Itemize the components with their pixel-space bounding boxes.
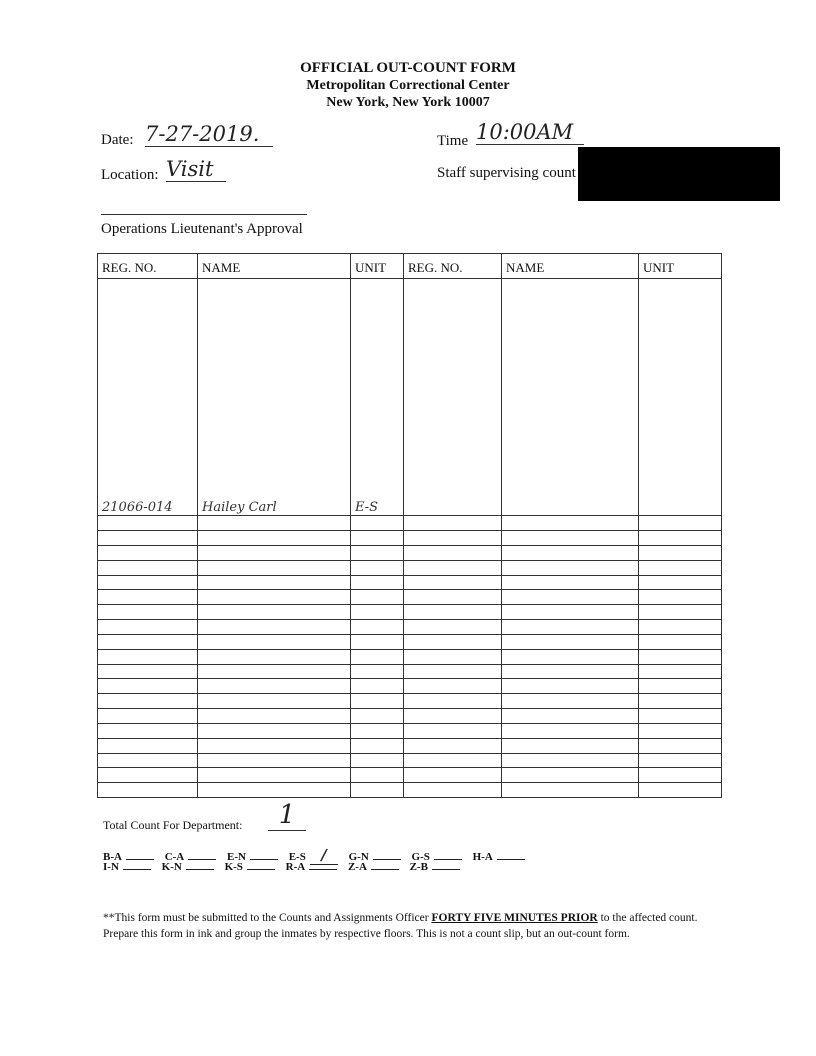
approval-label: Operations Lieutenant's Approval <box>101 221 303 237</box>
unit-cell: E-S <box>351 279 404 516</box>
unit-blank <box>186 869 214 870</box>
unit-blank <box>250 859 278 860</box>
unit-label: R-A <box>285 861 306 873</box>
unit-blank <box>497 859 525 860</box>
table-row <box>98 679 722 694</box>
unit-blank <box>371 869 399 870</box>
unit-cell-2 <box>639 279 722 516</box>
time-value: 10:00AM <box>476 120 584 145</box>
reg-no-cell: 21066-014 <box>98 279 198 516</box>
table-row <box>98 723 722 738</box>
unit-label: E-N <box>227 851 246 863</box>
location-value: Visit <box>166 157 226 182</box>
redaction-box <box>578 147 780 201</box>
col-header-reg-no-2: REG. NO. <box>404 254 502 279</box>
date-value: 7-27-2019. <box>145 122 273 147</box>
unit-blank <box>432 869 460 870</box>
table-header-row <box>98 254 722 279</box>
unit-label: I-N <box>103 861 119 873</box>
table-row <box>98 516 722 531</box>
unit-tally-row-2 <box>103 861 468 873</box>
facility-name: Metropolitan Correctional Center <box>306 78 510 93</box>
table-row <box>98 783 722 798</box>
unit-label: K-N <box>161 861 182 873</box>
col-header-name: NAME <box>198 254 351 279</box>
footnote-text-cont: to the affected count. Prepare this form in ink and group the inmates by respective floors. This is not a count slip, but an out-count form. <box>103 912 698 940</box>
unit-label: Z-A <box>347 861 367 873</box>
table-row <box>98 664 722 679</box>
col-header-name-2: NAME <box>502 254 639 279</box>
unit-label: G-S <box>411 851 430 863</box>
table-row <box>98 709 722 724</box>
unit-blank <box>126 859 154 860</box>
name-cell-2 <box>502 279 639 516</box>
table-row <box>98 545 722 560</box>
table-row <box>98 634 722 649</box>
table-row <box>98 531 722 546</box>
footnote-text: **This form must be submitted to the Counts and Assignments Officer <box>103 912 432 924</box>
name-cell: Hailey Carl <box>198 279 351 516</box>
table-row <box>98 738 722 753</box>
approval-line <box>101 214 307 215</box>
facility-address: New York, New York 10007 <box>326 95 490 110</box>
unit-blank <box>434 859 462 860</box>
unit-label: C-A <box>164 851 185 863</box>
location-label: Location: <box>101 167 159 183</box>
unit-blank <box>373 859 401 860</box>
total-count-label: Total Count For Department: <box>103 818 243 832</box>
total-count-value: 1 <box>268 800 306 831</box>
table-row <box>98 279 722 516</box>
unit-blank <box>247 869 275 870</box>
reg-no-cell-2 <box>404 279 502 516</box>
unit-label: H-A <box>472 851 493 863</box>
col-header-unit-2: UNIT <box>639 254 722 279</box>
time-label: Time <box>437 133 469 149</box>
unit-label: B-A <box>103 851 122 863</box>
footnote <box>103 910 703 942</box>
footnote-emphasis: FORTY FIVE MINUTES PRIOR <box>431 912 598 924</box>
table-row <box>98 575 722 590</box>
unit-blank-es: / <box>310 846 338 865</box>
table-row <box>98 768 722 783</box>
unit-blank <box>123 869 151 870</box>
form-title: OFFICIAL OUT-COUNT FORM <box>300 60 516 76</box>
table-row <box>98 649 722 664</box>
table-row <box>98 605 722 620</box>
unit-label: Z-B <box>409 861 429 873</box>
table-row <box>98 753 722 768</box>
table-row <box>98 620 722 635</box>
unit-label: K-S <box>224 861 243 873</box>
table-row <box>98 694 722 709</box>
table-row <box>98 590 722 605</box>
unit-blank <box>188 859 216 860</box>
out-count-table <box>97 253 722 798</box>
unit-blank <box>309 869 337 870</box>
col-header-unit: UNIT <box>351 254 404 279</box>
unit-label: G-N <box>348 851 369 863</box>
date-label: Date: <box>101 132 134 148</box>
table-row <box>98 560 722 575</box>
col-header-reg-no: REG. NO. <box>98 254 198 279</box>
unit-label: E-S <box>288 851 306 863</box>
staff-label: Staff supervising count <box>437 165 576 181</box>
